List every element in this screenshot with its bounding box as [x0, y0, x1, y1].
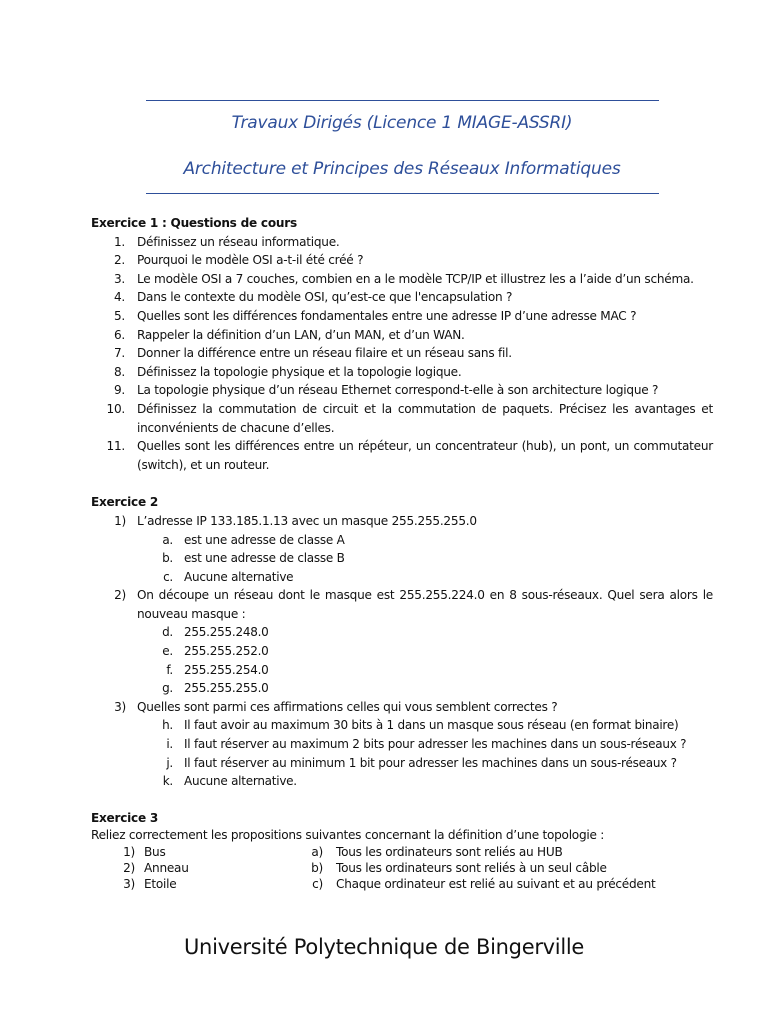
- option-text: Il faut avoir au maximum 30 bits à 1 dans un masque sous réseau (en format binaire): [184, 718, 679, 733]
- question-item: [91, 251, 713, 270]
- question-item: [91, 586, 713, 623]
- question-text: Définissez la commutation de circuit et la commutation de paquets. Précisez les avantages et inconvénients de chacune d’elles.: [137, 401, 713, 435]
- option-text: Il faut réserver au minimum 1 bit pour adresser les machines dans un sous-réseaux ?: [184, 755, 677, 770]
- option-text: Aucune alternative: [184, 569, 294, 584]
- spacer: [91, 791, 713, 810]
- option-item: [91, 623, 713, 642]
- option-item: [91, 754, 713, 773]
- option-letter: b.: [162, 551, 173, 566]
- question-item: [91, 381, 713, 400]
- option-item: [91, 549, 713, 568]
- option-item: [91, 568, 713, 587]
- question-text: Le modèle OSI a 7 couches, combien en a le modèle TCP/IP et illustrez les a l’aide d’un schéma.: [137, 271, 694, 286]
- exercise-2-questions: [91, 586, 713, 623]
- row-number: 1): [123, 844, 135, 859]
- document-title: Travaux Dirigés (Licence 1 MIAGE-ASSRI): [231, 113, 573, 133]
- option-letter: d.: [162, 625, 173, 640]
- option-letter: j.: [166, 755, 173, 770]
- question-number: 5.: [113, 308, 125, 323]
- header-rule-top: [146, 100, 659, 101]
- exercise-3-intro: Reliez correctement les propositions suivantes concernant la définition d’une topologie :: [91, 827, 605, 842]
- question-item: [91, 288, 713, 307]
- topology-row: [91, 844, 713, 860]
- question-item: [91, 307, 713, 326]
- question-item: [91, 344, 713, 363]
- topology-name: Anneau: [144, 860, 189, 875]
- question-number: 3): [114, 699, 126, 714]
- question-number: 7.: [113, 346, 125, 361]
- spacer: [91, 474, 713, 493]
- definition-letter: a): [311, 844, 323, 859]
- question-item: [91, 400, 713, 437]
- options-list: [91, 716, 713, 790]
- topology-row: [91, 876, 713, 892]
- question-number: 6.: [113, 327, 125, 342]
- header-rule-bottom: [146, 193, 659, 194]
- options-list: [91, 531, 713, 587]
- option-item: [91, 735, 713, 754]
- question-item: [91, 698, 713, 717]
- option-letter: h.: [162, 718, 173, 733]
- topology-definition: Tous les ordinateurs sont reliés au HUB: [336, 844, 563, 859]
- row-number: 3): [123, 876, 135, 891]
- topology-matching-table: [91, 844, 713, 892]
- option-item: [91, 772, 713, 791]
- option-text: est une adresse de classe B: [184, 551, 345, 566]
- topology-definition: Tous les ordinateurs sont reliés à un seul câble: [336, 860, 607, 875]
- option-text: 255.255.254.0: [184, 662, 269, 677]
- question-text: Dans le contexte du modèle OSI, qu’est-ce que l'encapsulation ?: [137, 290, 513, 305]
- question-text: Quelles sont les différences entre un répéteur, un concentrateur (hub), un pont, un commutateur (switch), et un routeur.: [137, 439, 713, 472]
- exercise-2-questions: [91, 512, 713, 531]
- question-number: 11.: [106, 439, 125, 454]
- exercise-3-heading: Exercice 3: [91, 810, 159, 825]
- option-letter: c.: [163, 569, 173, 584]
- question-text: Pourquoi le modèle OSI a-t-il été créé ?: [137, 253, 364, 268]
- definition-letter: c): [312, 876, 323, 891]
- question-item: [91, 270, 713, 289]
- university-footer: Université Polytechnique de Bingerville: [183, 935, 585, 959]
- question-text: Quelles sont les différences fondamentales entre une adresse IP d’une adresse MAC ?: [137, 308, 637, 323]
- exercise-1-questions: [91, 233, 713, 475]
- question-text: Donner la différence entre un réseau filaire et un réseau sans fil.: [137, 346, 512, 361]
- question-number: 10.: [106, 401, 125, 416]
- option-letter: a.: [162, 532, 173, 547]
- exercise-1-heading: Exercice 1 : Questions de cours: [91, 216, 297, 230]
- question-item: [91, 363, 713, 382]
- option-text: est une adresse de classe A: [184, 532, 345, 547]
- question-text: L’adresse IP 133.185.1.13 avec un masque 255.255.255.0: [137, 513, 477, 528]
- option-letter: e.: [162, 644, 173, 659]
- question-text: Rappeler la définition d’un LAN, d’un MAN, et d’un WAN.: [137, 327, 465, 342]
- topology-name: Bus: [144, 844, 166, 859]
- document-body: [91, 214, 713, 892]
- option-letter: i.: [166, 737, 173, 752]
- question-number: 2): [114, 588, 126, 603]
- question-text: On découpe un réseau dont le masque est 255.255.224.0 en 8 sous-réseaux. Quel sera alors le nouveau masque :: [137, 588, 713, 621]
- question-text: Définissez la topologie physique et la topologie logique.: [137, 364, 462, 379]
- question-number: 1): [114, 513, 126, 528]
- option-letter: k.: [162, 774, 173, 789]
- option-text: 255.255.252.0: [184, 644, 269, 659]
- option-letter: g.: [162, 681, 173, 696]
- options-list: [91, 623, 713, 697]
- topology-row: [91, 860, 713, 876]
- question-item: [91, 233, 713, 252]
- exercise-2-questions: [91, 698, 713, 717]
- question-text: Définissez un réseau informatique.: [137, 234, 340, 249]
- option-text: 255.255.255.0: [184, 681, 269, 696]
- question-item: [91, 437, 713, 474]
- question-number: 3.: [113, 271, 125, 286]
- option-item: [91, 531, 713, 550]
- option-item: [91, 661, 713, 680]
- question-number: 2.: [113, 253, 125, 268]
- option-letter: f.: [166, 662, 173, 677]
- option-item: [91, 716, 713, 735]
- option-item: [91, 642, 713, 661]
- topology-definition: Chaque ordinateur est relié au suivant et au précédent: [336, 876, 656, 891]
- option-item: [91, 679, 713, 698]
- definition-letter: b): [311, 860, 323, 875]
- option-text: Il faut réserver au maximum 2 bits pour adresser les machines dans un sous-réseaux ?: [184, 737, 687, 752]
- exercise-2-heading: Exercice 2: [91, 495, 159, 510]
- question-number: 9.: [113, 383, 125, 398]
- question-item: [91, 326, 713, 345]
- question-number: 1.: [113, 234, 125, 249]
- option-text: 255.255.248.0: [184, 625, 269, 640]
- option-text: Aucune alternative.: [184, 774, 297, 789]
- question-item: [91, 512, 713, 531]
- question-number: 4.: [113, 290, 125, 305]
- question-number: 8.: [113, 364, 125, 379]
- document-subtitle: Architecture et Principes des Réseaux Informatiques: [183, 159, 621, 179]
- question-text: La topologie physique d’un réseau Ethernet correspond-t-elle à son architecture logique ?: [137, 383, 659, 398]
- row-number: 2): [123, 860, 135, 875]
- question-text: Quelles sont parmi ces affirmations celles qui vous semblent correctes ?: [137, 699, 558, 714]
- topology-name: Etoile: [144, 876, 177, 891]
